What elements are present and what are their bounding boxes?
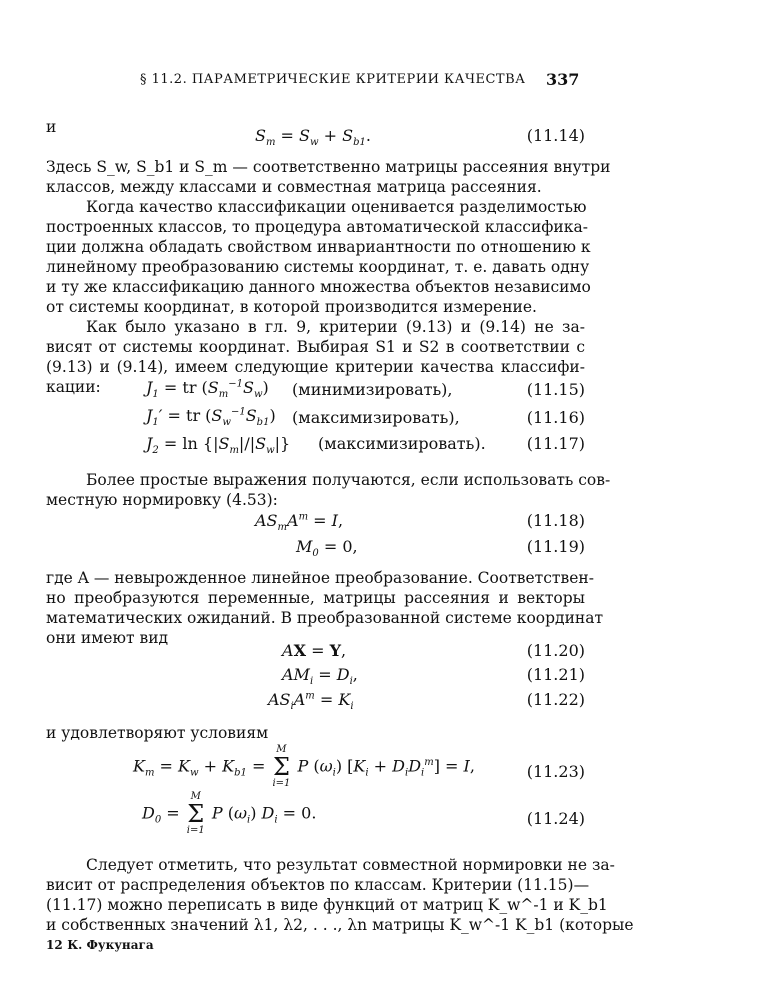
text-line: от системы координат, в которой производится измерение. — [46, 298, 537, 316]
text-line: но преобразуются переменные, матрицы рассеяния и векторы — [46, 589, 585, 607]
conjunction: и — [46, 118, 57, 136]
text-line: Более простые выражения получаются, если использовать сов- — [86, 471, 611, 489]
text-line: Следует отметить, что результат совместной нормировки не за- — [86, 856, 615, 874]
equation-number: (11.17) — [526, 434, 585, 453]
equation-number: (11.22) — [526, 690, 585, 709]
equation-11-18: $AS_mA^т = I$, — [255, 511, 344, 534]
equation-11-14: $S_m = S_w + S_{b1}$. — [255, 126, 371, 149]
equation-11-16: $J_1'$ = tr $(S_w^{-1}S_{b1})$ — [146, 406, 276, 429]
text-line: (9.13) и (9.14), имеем следующие критерии качества классифи- — [46, 358, 585, 376]
text-line: построенных классов, то процедура автоматической классифика- — [46, 218, 588, 236]
equation-number: (11.15) — [526, 380, 585, 399]
equation-number: (11.19) — [526, 537, 585, 556]
text-line: висят от системы координат. Выбирая S1 и S2 в соответствии с — [46, 338, 585, 356]
equation-11-15: $J_1$ = tr $(S_m^{-1}S_w)$ — [146, 378, 269, 401]
equation-note: (максимизировать), — [292, 408, 460, 427]
text-line: Как было указано в гл. 9, критерии (9.13) и (9.14) не за- — [86, 318, 585, 336]
signature-number: 12 — [46, 938, 63, 952]
equation-11-22: $AS_iA^т = K_i$ — [268, 690, 354, 713]
equation-number: (11.16) — [526, 408, 585, 427]
equation-number: (11.23) — [526, 762, 585, 781]
text-line: линейному преобразованию системы координат, т. е. давать одну — [46, 258, 590, 276]
text-line: и ту же классификацию данного множества объектов независимо — [46, 278, 591, 296]
equation-number: (11.14) — [526, 126, 585, 145]
text-line: Здесь S_w, S_b1 и S_m — соответственно матрицы рассеяния внутри — [46, 158, 611, 176]
text-line: висит от распределения объектов по классам. Критерии (11.15)— — [46, 876, 590, 894]
text-line: где A — невырожденное линейное преобразование. Соответствен- — [46, 569, 594, 587]
page-signature — [46, 938, 154, 953]
text-line: местную нормировку (4.53): — [46, 491, 278, 509]
equation-number: (11.18) — [526, 511, 585, 530]
equation-11-20: AX = Y, — [282, 641, 347, 660]
equation-11-21: $AM_i = D_i$, — [282, 665, 358, 688]
equation-11-23: $K_m = K_w + K_{b1}$ = M Σ i=1 P $(\omega_i) [K_i + D_iD_i^т] = I$, — [133, 744, 475, 789]
running-header: § 11.2. ПАРАМЕТРИЧЕСКИЕ КРИТЕРИИ КАЧЕСТВА — [140, 72, 526, 87]
text-line: классов, между классами и совместная матрица рассеяния. — [46, 178, 542, 196]
equation-note: (максимизировать). — [318, 434, 486, 453]
equation-number: (11.24) — [526, 809, 585, 828]
equation-11-19: $M_0 = 0$, — [296, 537, 358, 560]
text-line: кации: — [46, 378, 101, 396]
signature-author: К. Фукунага — [67, 938, 154, 952]
text-line: математических ожиданий. В преобразованной системе координат — [46, 609, 604, 627]
text-line: Когда качество классификации оценивается разделимостью — [86, 198, 587, 216]
text-line: и собственных значений λ1, λ2, . . ., λn матрицы K_w^-1 K_b1 (которые — [46, 916, 634, 934]
text-line: ции должна обладать свойством инвариантности по отношению к — [46, 238, 591, 256]
text-line: (11.17) можно переписать в виде функций от матриц K_w^-1 и K_b1 — [46, 896, 608, 914]
equation-number: (11.21) — [526, 665, 585, 684]
equation-note: (минимизировать), — [292, 380, 453, 399]
equation-11-17: $J_2 = \ln \{|S_m|/|S_w|\}$ — [146, 434, 291, 457]
text-line: и удовлетворяют условиям — [46, 724, 269, 742]
page-number: 337 — [546, 70, 580, 89]
equation-number: (11.20) — [526, 641, 585, 660]
equation-11-24: $D_0$ = M Σ i=1 P $(\omega_i) D_i = 0$. — [142, 791, 317, 836]
text-line: они имеют вид — [46, 629, 169, 647]
